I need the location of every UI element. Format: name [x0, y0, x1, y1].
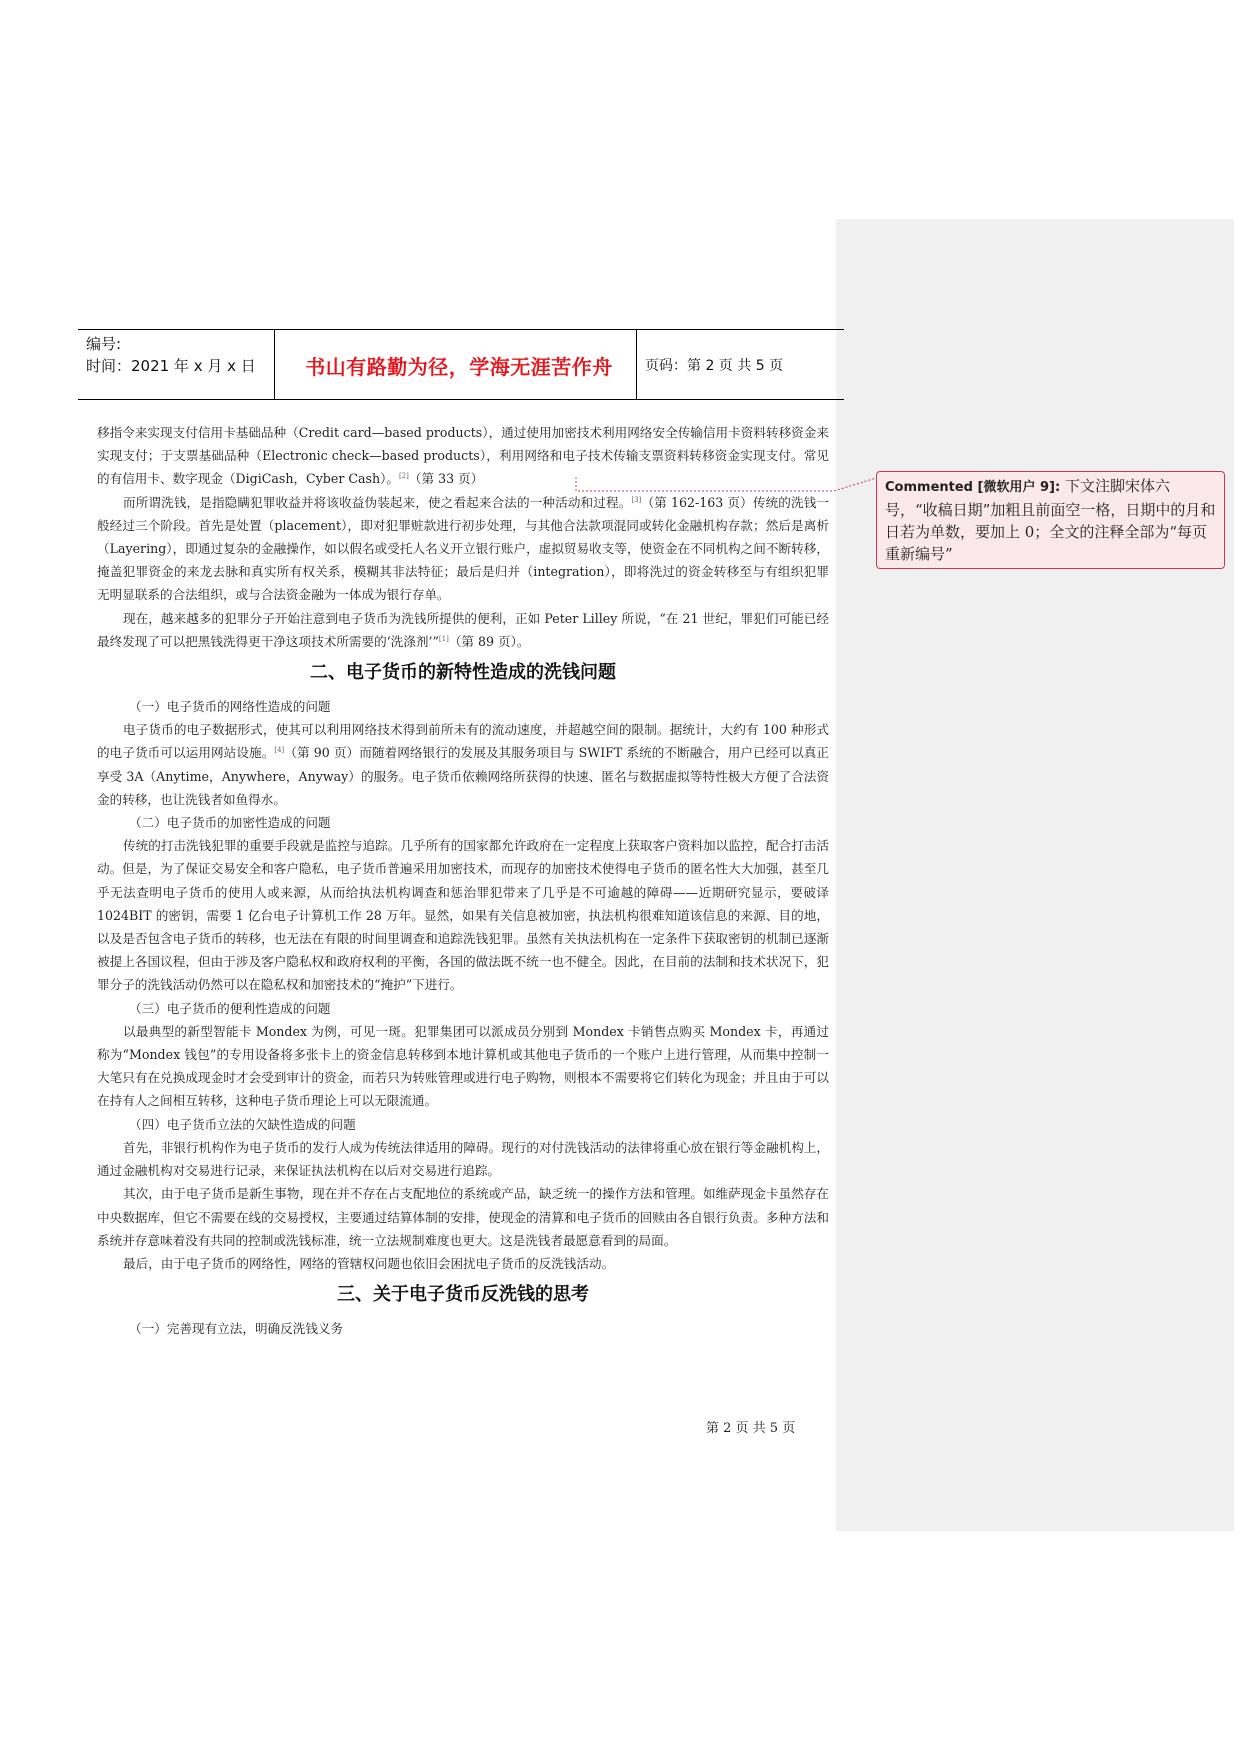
paragraph: 首先，非银行机构作为电子货币的发行人成为传统法律适用的障碍。现行的对付洗钱活动的法律将重心放在银行等金融机构上，通过金融机构对交易进行记录，来保证执法机构在以后对交易进行追踪。 [97, 1139, 829, 1179]
paragraph: 其次，由于电子货币是新生事物，现在并不存在占支配地位的系统或产品，缺乏统一的操作方法和管理。如维萨现金卡虽然存在中央数据库，但它不需要在线的交易授权，主要通过结算体制的安排，使现金的清算和电子货币的回赎由各自银行负责。多种方法和系统并存意味着没有共同的控制或洗钱标准，统一立法规制难度也更大。这是洗钱者最愿意看到的局面。 [97, 1186, 829, 1248]
paragraph: 现在，越来越多的犯罪分子开始注意到电子货币为洗钱所提供的便利，正如 Peter Lilley 所说，“在 21 世纪，罪犯们可能已经最终发现了可以把黑钱洗得更干净这项技术所需要的‘洗涤剂’”[1]（第 89 页）。 [97, 610, 829, 649]
comment-author: Commented [微软用户 9]: [885, 480, 1061, 495]
header-meta [86, 333, 256, 377]
number-label: 编号: [86, 335, 122, 353]
footnote-ref[interactable]: [4] [274, 746, 285, 755]
paragraph: 传统的打击洗钱犯罪的重要手段就是监控与追踪。几乎所有的国家都允许政府在一定程度上获取客户资料加以监控，配合打击活动。但是，为了保证交易安全和客户隐私，电子货币普遍采用加密技术，而现存的加密技术使得电子货币的匿名性大大加强，甚至几乎无法查明电子货币的使用人或来源，从而给执法机构调查和惩治罪犯带来了几乎是不可逾越的障碍——近期研究显示，要破译 1024BIT 的密钥，需要 1 亿台电子计算机工作 28 万年。显然，如果有关信息被加密，执法机构很难知道该信息的来源、目的地，以及是否包含电子货币的转移，也无法在有限的时间里调查和追踪洗钱犯罪。虽然有关执法机构在一定条件下获取密钥的机制已逐渐被提上各国议程，但由于涉及客户隐私权和政府权利的平衡，各国的做法既不统一也不健全。因此，在目前的法制和技术状况下，犯罪分子的洗钱活动仍然可以在隐私权和加密技术的“掩护”下进行。 [97, 838, 829, 993]
subsection-heading: （二）电子货币的加密性造成的问题 [129, 815, 331, 831]
header-bottom-rule [78, 399, 844, 400]
paragraph: 而所谓洗钱，是指隐瞒犯罪收益并将该收益伪装起来，使之看起来合法的一种活动和过程。[3]（第 162-163 页）传统的洗钱一般经过三个阶段。首先是处置（placement），即对犯罪赃款进行初步处理，与其他合法款项混同或转化金融机构存款；然后是离析（Layering），即通过复杂的金融操作，如以假名或受托人名义开立银行账户，虚拟贸易收支等，使资金在不同机构之间不断转移，掩盖犯罪资金的来龙去脉和真实所有权关系，模糊其非法特征；最后是归并（integration），即将洗过的资金转移至与有组织犯罪无明显联系的合法组织，或与合法资金融为一体成为银行存单。 [97, 494, 829, 603]
comment-balloon[interactable] [876, 471, 1225, 569]
paragraph: 最后，由于电子货币的网络性，网络的管辖权问题也依旧会困扰电子货币的反洗钱活动。 [123, 1255, 615, 1271]
section-heading-2: 二、电子货币的新特性造成的洗钱问题 [310, 662, 616, 684]
comment-pane [836, 219, 1234, 1531]
footnote-ref[interactable]: [3] [631, 495, 642, 504]
header-top-rule [78, 329, 844, 330]
paragraph: 电子货币的电子数据形式，使其可以利用网络技术得到前所未有的流动速度，并超越空间的限制。据统计，大约有 100 种形式的电子货币可以运用网站设施。[4]（第 90 页）而随着网络银行的发展及其服务项目与 SWIFT 系统的不断融合，用户已经可以真正享受 3A（Anytime，Anywhere，Anyway）的服务。电子货币依赖网络所获得的快速、匿名与数据虚拟等特性极大方便了合法资金的转移，也让洗钱者如鱼得水。 [97, 722, 830, 807]
subsection-heading: （一）完善现有立法，明确反洗钱义务 [129, 1321, 344, 1337]
header-motto: 书山有路勤为径，学海无涯苦作舟 [305, 355, 613, 379]
section-heading-3: 三、关于电子货币反洗钱的思考 [337, 1284, 589, 1306]
paragraph: 移指令来实现支付信用卡基础品种（Credit card—based products），通过使用加密技术利用网络安全传输信用卡资料转移资金来实现支付；于支票基础品种（Electronic check—based products），利用网络和电子技术传输支票资料转移资金实现支付。常见的有信用卡、数字现金（DigiCash，Cyber Cash）。[2]（第 33 页） [97, 425, 829, 487]
footnote-ref[interactable]: [1] [438, 634, 449, 643]
comment-text: 下文注脚宋体六号，“收稿日期”加粗且前面空一格，日期中的月和日若为单数，要加上 0；全文的注释全部为“每页重新编号” [885, 477, 1216, 563]
subsection-heading: （四）电子货币立法的欠缺性造成的问题 [129, 1116, 356, 1132]
page-header [78, 329, 844, 400]
document-body [97, 421, 829, 1340]
footnote-ref[interactable]: [2] [398, 472, 409, 481]
paragraph: 以最典型的新型智能卡 Mondex 为例，可见一斑。犯罪集团可以派成员分别到 Mondex 卡销售点购买 Mondex 卡，再通过称为“Mondex 钱包”的专用设备将多张卡上的资金信息转移到本地计算机或其他电子货币的一个账户上进行管理，从而集中控制一大笔只有在兑换成现金时才会受到审计的资金，而若只为转账管理或进行电子购物，则根本不需要将它们转化为现金；并且由于可以在持有人之间相互转移，这种电子货币理论上可以无限流通。 [97, 1023, 829, 1109]
time-label: 时间：2021 年 x 月 x 日 [86, 357, 256, 375]
page-number-label: 页码：第 2 页 共 5 页 [645, 358, 784, 374]
subsection-heading: （三）电子货币的便利性造成的问题 [129, 1000, 331, 1016]
page-footer: 第 2 页 共 5 页 [706, 1421, 796, 1436]
subsection-heading: （一）电子货币的网络性造成的问题 [129, 699, 331, 715]
